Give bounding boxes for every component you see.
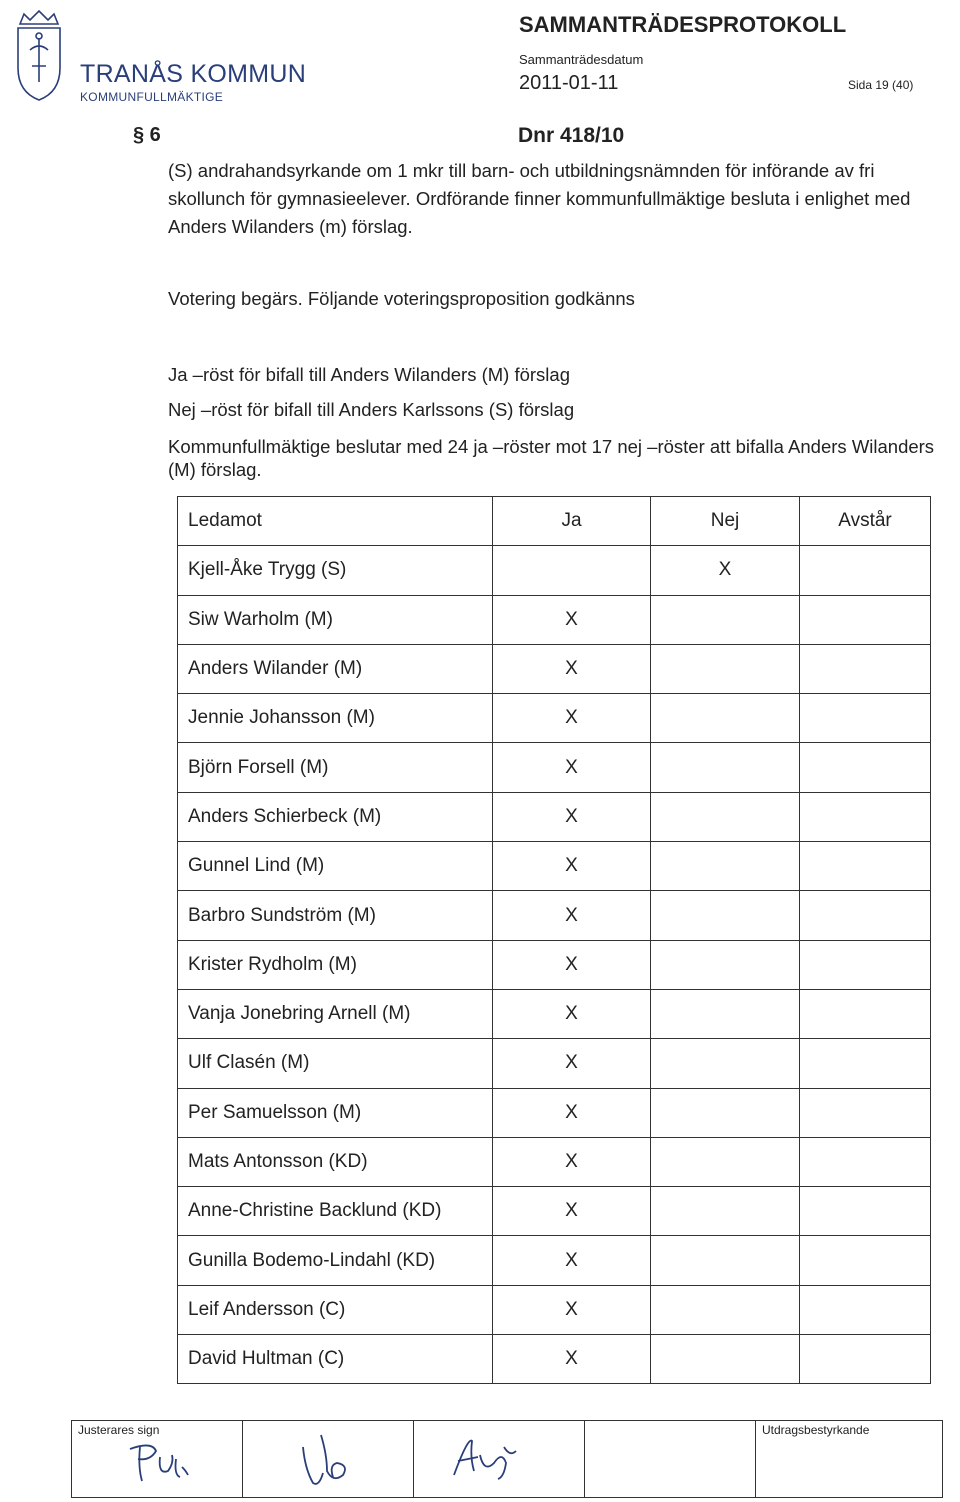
votering-line: Votering begärs. Följande voteringsproposition godkänns xyxy=(168,288,635,309)
body-line: Anders Wilanders (m) förslag. xyxy=(168,216,413,237)
nej-vote xyxy=(651,1285,800,1334)
table-row xyxy=(178,1039,931,1088)
signature-initials-2 xyxy=(293,1425,363,1489)
nej-vote xyxy=(651,644,800,693)
avstar-vote xyxy=(800,694,931,743)
municipal-coat-of-arms-icon xyxy=(8,8,70,104)
table-row xyxy=(178,891,931,940)
ja-vote xyxy=(493,546,651,595)
avstar-vote xyxy=(800,743,931,792)
table-row xyxy=(178,743,931,792)
ledamot-name: Krister Rydholm (M) xyxy=(178,940,493,989)
result-line: (M) förslag. xyxy=(168,459,262,480)
signature-cell-3 xyxy=(414,1421,585,1498)
nej-vote xyxy=(651,1187,800,1236)
diary-number: Dnr 418/10 xyxy=(518,124,625,147)
nej-vote xyxy=(651,1335,800,1384)
nej-vote xyxy=(651,595,800,644)
ledamot-name: Gunilla Bodemo-Lindahl (KD) xyxy=(178,1236,493,1285)
avstar-vote xyxy=(800,989,931,1038)
avstar-vote xyxy=(800,546,931,595)
signature-cell-4 xyxy=(585,1421,756,1498)
document-title: SAMMANTRÄDESPROTOKOLL xyxy=(519,12,847,37)
utdrag-cell xyxy=(756,1421,943,1498)
avstar-vote xyxy=(800,1137,931,1186)
avstar-vote xyxy=(800,891,931,940)
page-number: Sida 19 (40) xyxy=(848,78,914,92)
avstar-vote xyxy=(800,1187,931,1236)
ledamot-name: Leif Andersson (C) xyxy=(178,1285,493,1334)
meeting-date: 2011-01-11 xyxy=(519,72,619,94)
date-label: Sammanträdesdatum xyxy=(519,52,644,67)
signature-initials-3 xyxy=(444,1427,524,1487)
ja-vote: X xyxy=(493,1285,651,1334)
nej-vote xyxy=(651,792,800,841)
ledamot-name: Anders Wilander (M) xyxy=(178,644,493,693)
ledamot-name: Gunnel Lind (M) xyxy=(178,842,493,891)
avstar-vote xyxy=(800,792,931,841)
table-row xyxy=(178,595,931,644)
ja-vote: X xyxy=(493,891,651,940)
signature-initials-1 xyxy=(122,1437,202,1487)
ledamot-name: Björn Forsell (M) xyxy=(178,743,493,792)
column-header-ledamot: Ledamot xyxy=(178,497,493,546)
ja-vote: X xyxy=(493,940,651,989)
table-row xyxy=(178,1285,931,1334)
ja-proposition: Ja –röst för bifall till Anders Wilanders (M) förslag xyxy=(168,364,570,385)
ledamot-name: Per Samuelsson (M) xyxy=(178,1088,493,1137)
nej-vote xyxy=(651,743,800,792)
ledamot-name: Barbro Sundström (M) xyxy=(178,891,493,940)
vote-table xyxy=(177,496,931,1384)
table-row xyxy=(178,1187,931,1236)
column-header-avstar: Avstår xyxy=(800,497,931,546)
result-line: Kommunfullmäktige beslutar med 24 ja –röster mot 17 nej –röster att bifalla Anders Wilanders xyxy=(168,436,935,457)
body-line: skollunch för gymnasieelever. Ordförande finner kommunfullmäktige besluta i enlighet med xyxy=(168,188,911,209)
ledamot-name: Jennie Johansson (M) xyxy=(178,694,493,743)
signature-cell-2 xyxy=(243,1421,414,1498)
nej-vote xyxy=(651,694,800,743)
column-header-nej: Nej xyxy=(651,497,800,546)
avstar-vote xyxy=(800,1335,931,1384)
nej-vote xyxy=(651,1088,800,1137)
ja-vote: X xyxy=(493,792,651,841)
table-row xyxy=(178,792,931,841)
table-row xyxy=(178,1088,931,1137)
nej-vote xyxy=(651,1236,800,1285)
ja-vote: X xyxy=(493,1137,651,1186)
table-row xyxy=(178,694,931,743)
ja-vote: X xyxy=(493,1088,651,1137)
nej-vote: X xyxy=(651,546,800,595)
avstar-vote xyxy=(800,1088,931,1137)
nej-vote xyxy=(651,940,800,989)
ledamot-name: Anders Schierbeck (M) xyxy=(178,792,493,841)
column-header-ja: Ja xyxy=(493,497,651,546)
table-row xyxy=(178,989,931,1038)
avstar-vote xyxy=(800,940,931,989)
ja-vote: X xyxy=(493,694,651,743)
table-row xyxy=(178,940,931,989)
ja-vote: X xyxy=(493,842,651,891)
ja-vote: X xyxy=(493,989,651,1038)
table-row xyxy=(178,1335,931,1384)
ja-vote: X xyxy=(493,595,651,644)
ledamot-name: David Hultman (C) xyxy=(178,1335,493,1384)
ledamot-name: Kjell-Åke Trygg (S) xyxy=(178,546,493,595)
table-row xyxy=(178,546,931,595)
ledamot-name: Mats Antonsson (KD) xyxy=(178,1137,493,1186)
ja-vote: X xyxy=(493,644,651,693)
organization-name: TRANÅS KOMMUN xyxy=(80,60,307,88)
ja-vote: X xyxy=(493,1187,651,1236)
avstar-vote xyxy=(800,1285,931,1334)
department-name: KOMMUNFULLMÄKTIGE xyxy=(80,90,224,104)
ledamot-name: Siw Warholm (M) xyxy=(178,595,493,644)
ledamot-name: Anne-Christine Backlund (KD) xyxy=(178,1187,493,1236)
vote-table-header xyxy=(178,497,931,546)
table-row xyxy=(178,1236,931,1285)
ja-vote: X xyxy=(493,1236,651,1285)
table-row xyxy=(178,842,931,891)
avstar-vote xyxy=(800,842,931,891)
ja-vote: X xyxy=(493,1039,651,1088)
ledamot-name: Vanja Jonebring Arnell (M) xyxy=(178,989,493,1038)
table-row xyxy=(178,1137,931,1186)
justerares-label: Justerares sign xyxy=(78,1423,160,1437)
avstar-vote xyxy=(800,595,931,644)
table-row xyxy=(178,644,931,693)
signature-box xyxy=(71,1420,943,1498)
nej-vote xyxy=(651,1039,800,1088)
nej-vote xyxy=(651,891,800,940)
avstar-vote xyxy=(800,644,931,693)
avstar-vote xyxy=(800,1039,931,1088)
utdrag-label: Utdragsbestyrkande xyxy=(762,1423,870,1437)
body-line: (S) andrahandsyrkande om 1 mkr till barn- och utbildningsnämnden för införande av fri xyxy=(168,160,875,181)
nej-vote xyxy=(651,989,800,1038)
nej-vote xyxy=(651,1137,800,1186)
nej-vote xyxy=(651,842,800,891)
ja-vote: X xyxy=(493,743,651,792)
ja-vote: X xyxy=(493,1335,651,1384)
nej-proposition: Nej –röst för bifall till Anders Karlssons (S) förslag xyxy=(168,399,575,420)
avstar-vote xyxy=(800,1236,931,1285)
ledamot-name: Ulf Clasén (M) xyxy=(178,1039,493,1088)
paragraph-number: § 6 xyxy=(133,124,161,146)
justerares-sign-cell xyxy=(72,1421,243,1498)
